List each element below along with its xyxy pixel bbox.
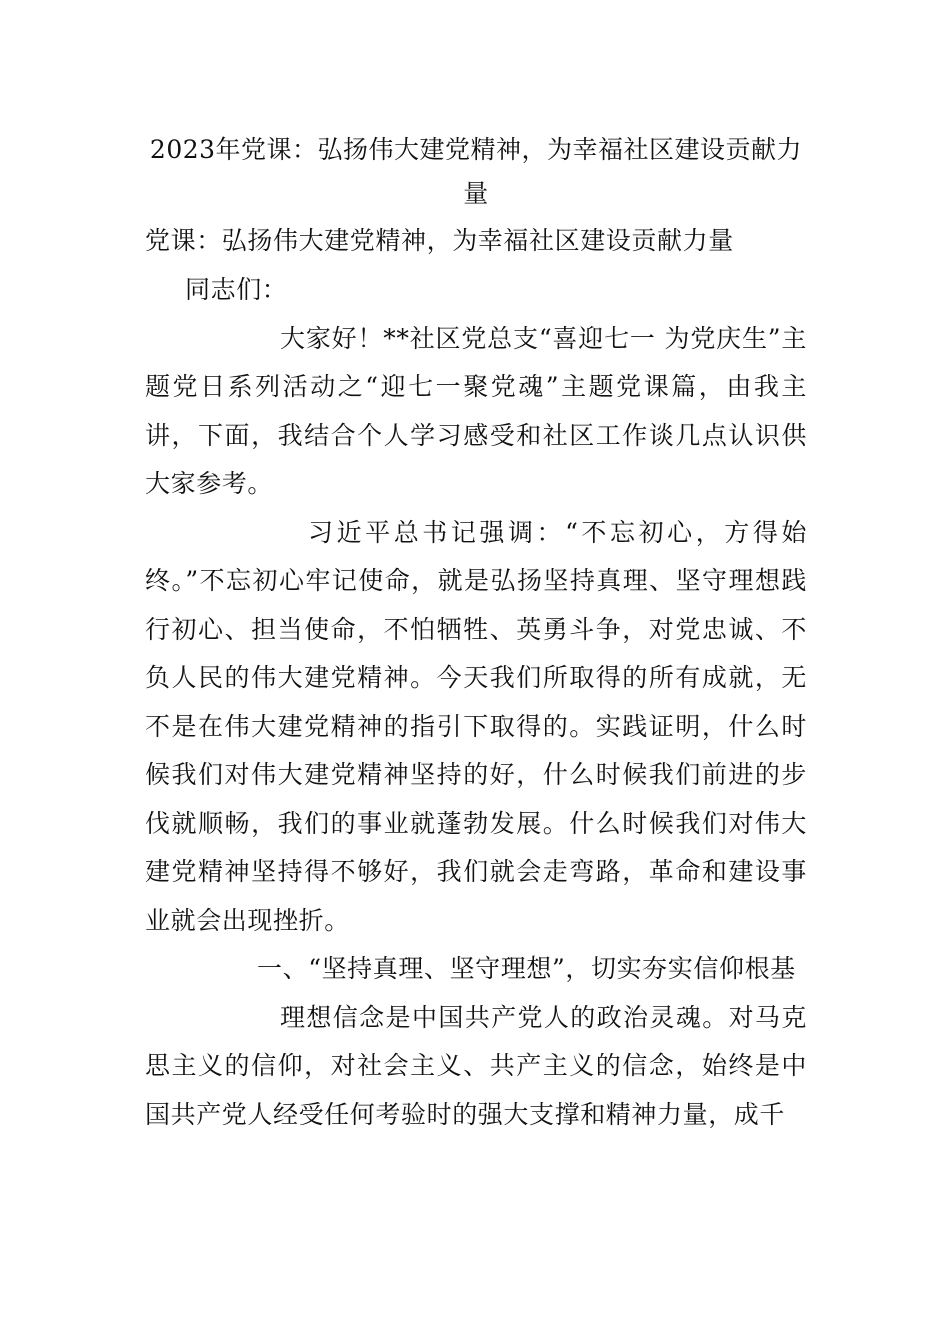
paragraph-intro: 大家好！**社区党总支“喜迎七一 为党庆生”主题党日系列活动之“迎七一聚党魂”主题党课篇，由我主讲，下面，我结合个人学习感受和社区工作谈几点认识供大家参考。 <box>145 323 807 498</box>
section-paragraph-1: 理想信念是中国共产党人的政治灵魂。对马克思主义的信仰，对社会主义、共产主义的信念，始终是中国共产党人经受任何考验时的强大支撑和精神力量，成千 <box>145 1002 807 1129</box>
document-subtitle: 党课：弘扬伟大建党精神，为幸福社区建设贡献力量 <box>145 226 734 255</box>
document-title: 2023年党课：弘扬伟大建党精神，为幸福社区建设贡献力量 <box>149 135 803 208</box>
greeting: 同志们： <box>185 275 288 304</box>
section-heading-1: 一、“坚持真理、坚守理想”，切实夯实信仰根基 <box>257 954 796 983</box>
document-body <box>145 128 807 1139</box>
paragraph-quote: 习近平总书记强调：“不忘初心，方得始终。”不忘初心牢记使命，就是弘扬坚持真理、坚守理想践行初心、担当使命，不怕牺牲、英勇斗争，对党忠诚、不负人民的伟大建党精神。今天我们所取得的所有成就，无不是在伟大建党精神的指引下取得的。实践证明，什么时候我们对伟大建党精神坚持的好，什么时候我们前进的步伐就顺畅，我们的事业就蓬勃发展。什么时候我们对伟大建党精神坚持得不够好，我们就会走弯路，革命和建设事业就会出现挫折。 <box>145 517 807 935</box>
